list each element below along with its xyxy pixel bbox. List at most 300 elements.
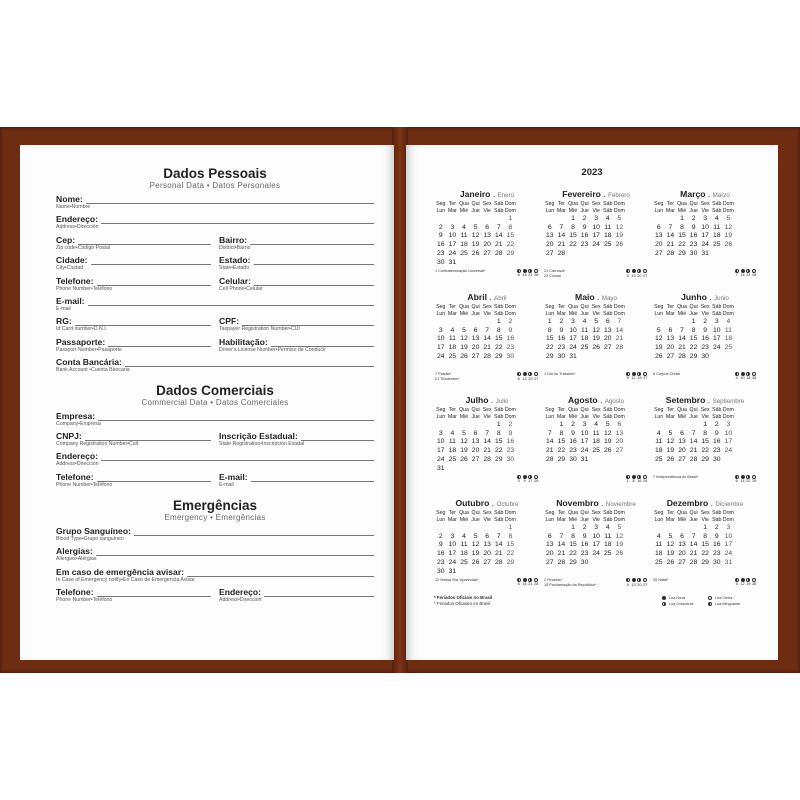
day-cell[interactable]: 3 [438,429,443,437]
day-cell[interactable]: 2 [508,421,513,428]
day-cell[interactable]: 16 [437,241,445,249]
day-cell[interactable]: 28 [494,558,503,566]
day-cell[interactable]: 11 [581,326,589,334]
day-cell[interactable]: 14 [689,438,698,446]
day-cell[interactable]: 24 [569,344,577,352]
day-cell[interactable]: 9 [714,532,719,540]
day-cell[interactable]: 4 [462,532,466,540]
day-cell[interactable]: 23 [557,344,566,352]
field-input-line[interactable] [86,196,374,204]
day-cell[interactable]: 14 [557,232,566,240]
day-cell[interactable]: 27 [615,447,624,455]
day-cell[interactable]: 17 [569,335,577,343]
day-cell[interactable]: 4 [582,318,587,325]
day-cell[interactable]: 3 [450,223,455,231]
form-field[interactable] [56,546,374,566]
day-cell[interactable]: 18 [460,241,468,249]
day-cell[interactable]: 28 [557,249,566,257]
day-cell[interactable]: 10 [580,429,589,437]
day-cell[interactable]: 7 [496,532,501,540]
day-cell[interactable]: 16 [689,232,698,240]
day-cell[interactable]: 2 [438,532,443,540]
day-cell[interactable]: 21 [689,550,698,558]
day-cell[interactable]: 22 [701,447,709,455]
day-cell[interactable]: 16 [580,541,589,549]
day-cell[interactable]: 31 [569,352,577,360]
day-cell[interactable]: 30 [506,455,515,463]
day-cell[interactable]: 26 [666,558,675,566]
day-cell[interactable]: 19 [724,232,733,240]
day-cell[interactable]: 28 [483,455,491,463]
day-cell[interactable]: 8 [496,429,501,437]
day-cell[interactable]: 22 [506,550,515,558]
day-cell[interactable]: 12 [666,541,675,549]
day-cell[interactable]: 24 [580,447,589,455]
day-cell[interactable]: 14 [546,438,554,446]
day-cell[interactable]: 30 [689,249,698,257]
day-cell[interactable]: 20 [666,344,675,352]
day-cell[interactable]: 27 [471,352,480,360]
day-cell[interactable]: 5 [668,429,673,437]
day-cell[interactable]: 14 [494,232,503,240]
day-cell[interactable]: 20 [471,344,480,352]
day-cell[interactable]: 6 [473,326,478,334]
day-cell[interactable]: 17 [448,550,457,558]
form-field[interactable] [56,316,211,336]
field-input-line[interactable] [85,433,211,441]
day-cell[interactable]: 8 [508,532,513,540]
day-cell[interactable]: 23 [437,249,445,257]
day-cell[interactable]: 10 [592,532,600,540]
day-cell[interactable]: 24 [724,550,733,558]
form-field[interactable] [219,276,374,296]
day-cell[interactable]: 20 [603,335,612,343]
day-cell[interactable]: 17 [592,541,600,549]
day-cell[interactable]: 19 [615,232,624,240]
day-cell[interactable]: 23 [569,447,577,455]
day-cell[interactable]: 4 [605,524,610,531]
day-cell[interactable]: 1 [691,318,696,325]
day-cell[interactable]: 6 [680,532,684,540]
day-cell[interactable]: 29 [557,455,566,463]
day-cell[interactable]: 23 [712,550,721,558]
day-cell[interactable]: 22 [701,550,709,558]
day-cell[interactable]: 29 [678,249,686,257]
day-cell[interactable]: 18 [460,550,468,558]
form-field[interactable] [56,235,211,255]
day-cell[interactable]: 16 [506,335,515,343]
day-cell[interactable]: 26 [460,352,468,360]
day-cell[interactable]: 22 [569,241,577,249]
day-cell[interactable]: 15 [494,438,503,446]
day-cell[interactable]: 21 [546,447,554,455]
day-cell[interactable]: 12 [460,438,468,446]
day-cell[interactable]: 26 [471,558,480,566]
day-cell[interactable]: 12 [666,438,675,446]
day-cell[interactable]: 23 [689,241,698,249]
day-cell[interactable]: 25 [724,344,733,352]
day-cell[interactable]: 17 [592,232,600,240]
day-cell[interactable]: 25 [448,352,457,360]
field-input-line[interactable] [187,569,374,577]
day-cell[interactable]: 13 [471,335,480,343]
day-cell[interactable]: 25 [603,241,612,249]
day-cell[interactable]: 23 [701,344,709,352]
day-cell[interactable]: 12 [655,335,663,343]
day-cell[interactable]: 12 [615,223,624,231]
day-cell[interactable]: 7 [691,429,696,437]
day-cell[interactable]: 21 [483,344,491,352]
day-cell[interactable]: 13 [603,326,612,334]
day-cell[interactable]: 14 [557,541,566,549]
day-cell[interactable]: 15 [689,335,698,343]
day-cell[interactable]: 21 [494,241,503,249]
day-cell[interactable]: 15 [494,335,503,343]
day-cell[interactable]: 3 [582,421,587,428]
day-cell[interactable]: 2 [703,318,708,325]
day-cell[interactable]: 9 [582,223,587,231]
day-cell[interactable]: 17 [448,241,457,249]
day-cell[interactable]: 10 [448,541,457,549]
day-cell[interactable]: 4 [605,215,610,222]
day-cell[interactable]: 5 [462,429,466,437]
day-cell[interactable]: 7 [559,532,564,540]
day-cell[interactable]: 1 [508,215,513,222]
day-cell[interactable]: 27 [546,249,554,257]
form-field[interactable] [56,296,374,316]
day-cell[interactable]: 27 [546,558,554,566]
form-field[interactable] [56,194,374,214]
day-cell[interactable]: 13 [546,541,554,549]
day-cell[interactable]: 6 [547,223,552,231]
day-cell[interactable]: 16 [437,550,445,558]
day-cell[interactable]: 13 [678,541,686,549]
day-cell[interactable]: 18 [603,541,612,549]
field-input-line[interactable] [264,589,374,597]
day-cell[interactable]: 23 [712,447,721,455]
day-cell[interactable]: 1 [571,215,575,222]
day-cell[interactable]: 7 [559,223,564,231]
day-cell[interactable]: 9 [714,429,719,437]
day-cell[interactable]: 17 [724,438,733,446]
form-field[interactable] [56,276,211,296]
day-cell[interactable]: 24 [448,558,457,566]
field-input-line[interactable] [108,339,211,347]
day-cell[interactable]: 24 [592,550,600,558]
day-cell[interactable]: 12 [471,541,480,549]
day-cell[interactable]: 4 [656,532,661,540]
field-input-line[interactable] [254,278,374,286]
day-cell[interactable]: 17 [712,335,721,343]
field-input-line[interactable] [301,433,374,441]
day-cell[interactable]: 28 [494,249,503,257]
day-cell[interactable]: 17 [580,438,589,446]
day-cell[interactable]: 29 [569,558,577,566]
day-cell[interactable]: 23 [580,241,589,249]
day-cell[interactable]: 17 [437,447,445,455]
day-cell[interactable]: 16 [569,438,577,446]
day-cell[interactable]: 5 [605,421,610,428]
day-cell[interactable]: 6 [617,421,622,428]
field-input-line[interactable] [97,589,211,597]
day-cell[interactable]: 12 [615,532,624,540]
day-cell[interactable]: 1 [496,318,501,325]
day-cell[interactable]: 21 [689,447,698,455]
day-cell[interactable]: 31 [701,249,709,257]
day-cell[interactable]: 10 [724,532,733,540]
day-cell[interactable]: 13 [546,232,554,240]
day-cell[interactable]: 26 [603,447,612,455]
day-cell[interactable]: 21 [666,241,675,249]
field-input-line[interactable] [97,474,211,482]
day-cell[interactable]: 15 [569,541,577,549]
day-cell[interactable]: 28 [666,249,675,257]
form-field[interactable] [219,472,374,492]
day-cell[interactable]: 22 [689,344,698,352]
field-input-line[interactable] [125,359,374,367]
day-cell[interactable]: 3 [450,532,455,540]
day-cell[interactable]: 25 [603,550,612,558]
day-cell[interactable]: 12 [603,429,612,437]
day-cell[interactable]: 19 [655,344,663,352]
day-cell[interactable]: 22 [678,241,686,249]
form-field[interactable] [219,316,374,336]
day-cell[interactable]: 16 [701,335,709,343]
day-cell[interactable]: 24 [437,455,445,463]
form-field[interactable] [56,451,374,471]
day-cell[interactable]: 11 [460,541,468,549]
field-input-line[interactable] [98,413,374,421]
day-cell[interactable]: 19 [471,550,480,558]
day-cell[interactable]: 10 [712,326,721,334]
day-cell[interactable]: 24 [712,344,721,352]
day-cell[interactable]: 2 [559,318,564,325]
day-cell[interactable]: 15 [678,232,686,240]
form-field[interactable] [56,526,374,546]
day-cell[interactable]: 11 [655,541,663,549]
day-cell[interactable]: 28 [689,455,698,463]
day-cell[interactable]: 24 [592,241,600,249]
day-cell[interactable]: 17 [437,344,445,352]
day-cell[interactable]: 2 [582,524,587,531]
day-cell[interactable]: 23 [580,550,589,558]
day-cell[interactable]: 7 [617,318,622,325]
day-cell[interactable]: 1 [703,524,708,531]
day-cell[interactable]: 30 [506,352,515,360]
day-cell[interactable]: 18 [603,232,612,240]
day-cell[interactable]: 29 [506,558,515,566]
day-cell[interactable]: 2 [691,215,696,222]
day-cell[interactable]: 6 [485,532,490,540]
day-cell[interactable]: 10 [724,429,733,437]
day-cell[interactable]: 24 [701,241,709,249]
day-cell[interactable]: 18 [580,335,589,343]
day-cell[interactable]: 11 [724,326,732,334]
day-cell[interactable]: 12 [471,232,480,240]
day-cell[interactable]: 30 [569,455,577,463]
day-cell[interactable]: 27 [655,249,663,257]
day-cell[interactable]: 10 [569,326,577,334]
day-cell[interactable]: 28 [483,352,491,360]
day-cell[interactable]: 16 [580,232,589,240]
day-cell[interactable]: 29 [506,249,515,257]
day-cell[interactable]: 14 [494,541,503,549]
day-cell[interactable]: 2 [714,524,719,531]
day-cell[interactable]: 19 [666,447,675,455]
day-cell[interactable]: 8 [571,532,575,540]
day-cell[interactable]: 31 [448,567,457,575]
day-cell[interactable]: 20 [471,447,480,455]
day-cell[interactable]: 6 [547,532,552,540]
day-cell[interactable]: 3 [571,318,575,325]
day-cell[interactable]: 30 [557,352,566,360]
day-cell[interactable]: 30 [712,455,721,463]
day-cell[interactable]: 18 [655,447,663,455]
day-cell[interactable]: 31 [580,455,589,463]
day-cell[interactable]: 26 [666,455,675,463]
day-cell[interactable]: 10 [448,232,457,240]
field-input-line[interactable] [75,318,211,326]
day-cell[interactable]: 5 [473,223,478,231]
day-cell[interactable]: 1 [680,215,684,222]
field-input-line[interactable] [254,257,374,265]
day-cell[interactable]: 25 [655,455,663,463]
day-cell[interactable]: 29 [689,352,698,360]
day-cell[interactable]: 9 [438,541,443,549]
day-cell[interactable]: 22 [557,447,566,455]
form-field[interactable] [219,337,374,357]
day-cell[interactable]: 18 [712,232,721,240]
day-cell[interactable]: 4 [450,326,455,334]
day-cell[interactable]: 21 [557,241,566,249]
day-cell[interactable]: 26 [460,455,468,463]
day-cell[interactable]: 11 [592,429,600,437]
day-cell[interactable]: 14 [689,541,698,549]
day-cell[interactable]: 28 [557,558,566,566]
day-cell[interactable]: 18 [592,438,600,446]
day-cell[interactable]: 20 [678,447,686,455]
day-cell[interactable]: 9 [508,429,513,437]
day-cell[interactable]: 4 [714,215,719,222]
day-cell[interactable]: 22 [506,241,515,249]
day-cell[interactable]: 20 [483,241,491,249]
form-field[interactable] [56,337,211,357]
day-cell[interactable]: 24 [724,447,733,455]
day-cell[interactable]: 2 [508,318,513,325]
day-cell[interactable]: 15 [506,541,515,549]
day-cell[interactable]: 5 [462,326,466,334]
day-cell[interactable]: 15 [557,438,566,446]
day-cell[interactable]: 8 [496,326,501,334]
form-field[interactable] [56,472,211,492]
day-cell[interactable]: 2 [571,421,575,428]
day-cell[interactable]: 12 [592,326,600,334]
form-field[interactable] [56,411,374,431]
day-cell[interactable]: 10 [701,223,709,231]
day-cell[interactable]: 19 [603,438,612,446]
day-cell[interactable]: 8 [691,326,696,334]
day-cell[interactable]: 7 [485,326,490,334]
day-cell[interactable]: 5 [617,524,622,531]
day-cell[interactable]: 8 [680,223,684,231]
day-cell[interactable]: 13 [483,541,491,549]
day-cell[interactable]: 20 [615,438,624,446]
day-cell[interactable]: 13 [483,232,491,240]
day-cell[interactable]: 17 [724,541,733,549]
day-cell[interactable]: 27 [471,455,480,463]
day-cell[interactable]: 18 [655,550,663,558]
day-cell[interactable]: 15 [569,232,577,240]
day-cell[interactable]: 27 [483,558,491,566]
day-cell[interactable]: 22 [546,344,554,352]
day-cell[interactable]: 30 [437,567,445,575]
day-cell[interactable]: 4 [726,318,731,325]
day-cell[interactable]: 8 [559,429,564,437]
day-cell[interactable]: 6 [668,326,673,334]
day-cell[interactable]: 13 [471,438,480,446]
day-cell[interactable]: 11 [604,223,612,231]
day-cell[interactable]: 18 [448,344,457,352]
form-field[interactable] [56,214,374,234]
day-cell[interactable]: 25 [712,241,721,249]
day-cell[interactable]: 30 [437,258,445,266]
day-cell[interactable]: 18 [724,335,733,343]
day-cell[interactable]: 16 [712,541,721,549]
day-cell[interactable]: 19 [460,447,468,455]
day-cell[interactable]: 13 [666,335,675,343]
day-cell[interactable]: 5 [656,326,661,334]
day-cell[interactable]: 22 [494,344,503,352]
day-cell[interactable]: 21 [494,550,503,558]
day-cell[interactable]: 5 [668,532,673,540]
day-cell[interactable]: 25 [460,249,468,257]
day-cell[interactable]: 5 [594,318,599,325]
day-cell[interactable]: 9 [571,429,575,437]
day-cell[interactable]: 5 [473,532,478,540]
day-cell[interactable]: 20 [546,550,554,558]
day-cell[interactable]: 19 [666,550,675,558]
day-cell[interactable]: 7 [485,429,490,437]
form-field[interactable] [56,431,211,451]
form-field[interactable] [56,567,374,587]
day-cell[interactable]: 1 [496,421,501,428]
day-cell[interactable]: 30 [712,558,721,566]
day-cell[interactable]: 7 [668,223,673,231]
day-cell[interactable]: 15 [701,541,709,549]
day-cell[interactable]: 14 [666,232,675,240]
day-cell[interactable]: 8 [703,532,708,540]
day-cell[interactable]: 26 [615,550,624,558]
day-cell[interactable]: 9 [559,326,564,334]
day-cell[interactable]: 12 [460,335,468,343]
day-cell[interactable]: 11 [713,223,721,231]
field-input-line[interactable] [88,298,374,306]
day-cell[interactable]: 29 [494,455,503,463]
day-cell[interactable]: 1 [547,318,552,325]
field-input-line[interactable] [250,237,374,245]
day-cell[interactable]: 28 [615,344,624,352]
day-cell[interactable]: 20 [678,550,686,558]
day-cell[interactable]: 11 [655,438,663,446]
day-cell[interactable]: 21 [483,447,491,455]
day-cell[interactable]: 1 [703,421,708,428]
day-cell[interactable]: 20 [655,241,663,249]
day-cell[interactable]: 6 [485,223,490,231]
day-cell[interactable]: 25 [448,455,457,463]
day-cell[interactable]: 10 [437,335,445,343]
day-cell[interactable]: 26 [471,249,480,257]
form-field[interactable] [219,235,374,255]
